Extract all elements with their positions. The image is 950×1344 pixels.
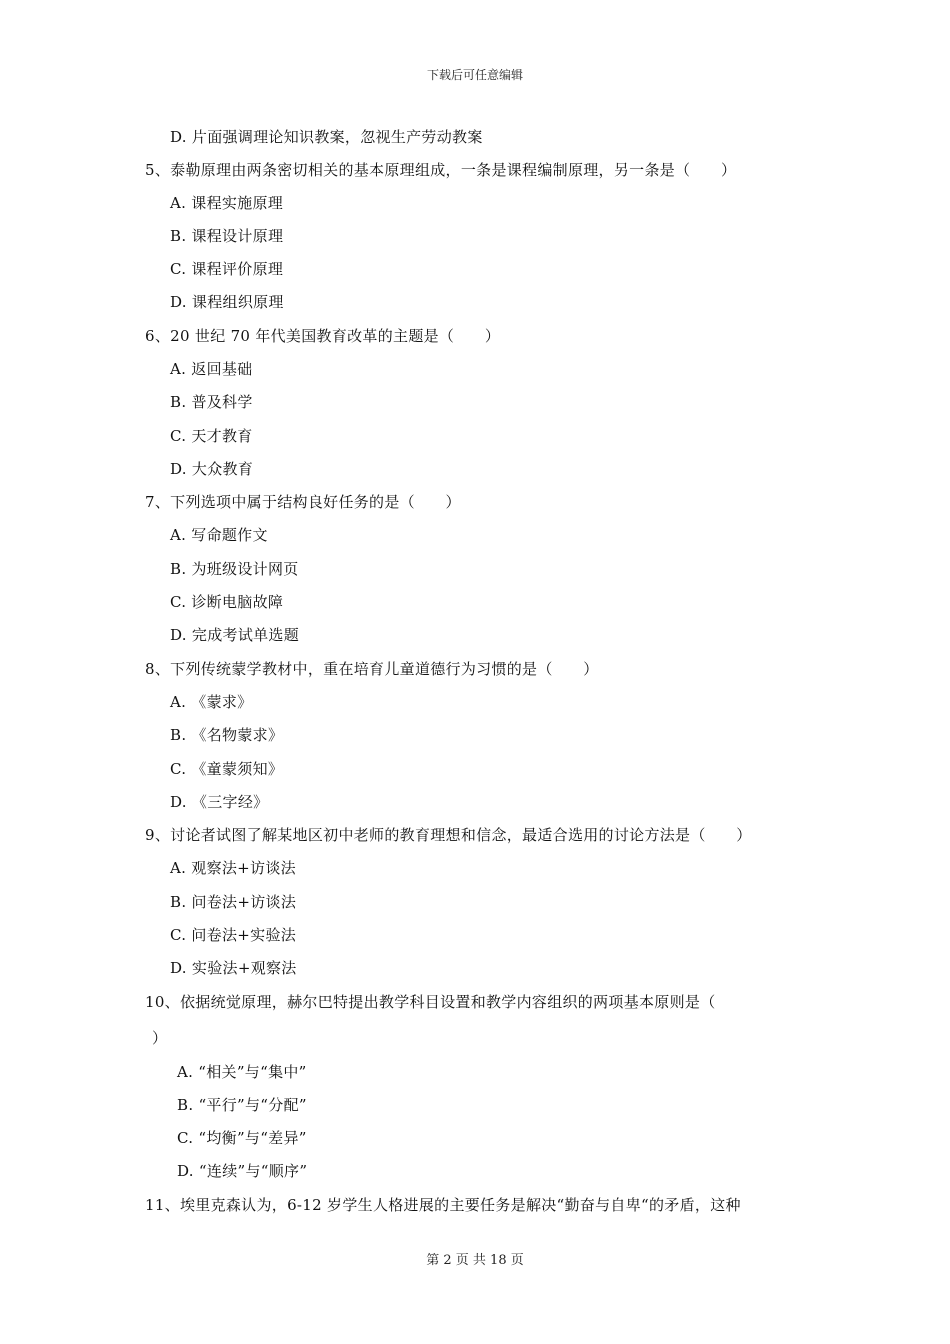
- option-text: D. 大众教育: [170, 460, 254, 478]
- option-text: D. 片面强调理论知识教案，忽视生产劳动教案: [170, 128, 483, 146]
- option-text: D. 课程组织原理: [170, 293, 284, 311]
- question-text: 10、依据统觉原理，赫尔巴特提出教学科目设置和教学内容组织的两项基本原则是（: [145, 993, 716, 1011]
- option-text: A. 课程实施原理: [170, 194, 284, 212]
- option-text: C. 课程评价原理: [170, 260, 284, 278]
- option-text: C. 《童蒙须知》: [170, 760, 284, 778]
- question-text-continued: ）: [152, 1029, 168, 1047]
- option-text: B. “平行”与“分配”: [177, 1096, 307, 1114]
- option-text: A. 返回基础: [170, 360, 253, 378]
- option-text: A. 写命题作文: [170, 526, 268, 544]
- option-text: C. 诊断电脑故障: [170, 593, 284, 611]
- option-text: B. 课程设计原理: [170, 227, 284, 245]
- question-text: 5、泰勒原理由两条密切相关的基本原理组成，一条是课程编制原理，另一条是（ ）: [145, 161, 737, 179]
- question-text: 9、讨论者试图了解某地区初中老师的教育理想和信念，最适合选用的讨论方法是（ ）: [145, 826, 752, 844]
- option-text: C. 天才教育: [170, 427, 253, 445]
- option-text: D. “连续”与“顺序”: [177, 1162, 308, 1180]
- option-text: B. 为班级设计网页: [170, 560, 299, 578]
- option-text: A. “相关”与“集中”: [177, 1063, 307, 1081]
- option-text: D. 《三字经》: [170, 793, 269, 811]
- question-text: 11、埃里克森认为，6-12 岁学生人格进展的主要任务是解决“勤奋与自卑“的矛盾，这种: [145, 1196, 741, 1214]
- option-text: A. 观察法+访谈法: [170, 859, 296, 877]
- option-text: C. 问卷法+实验法: [170, 926, 297, 944]
- question-text: 6、20 世纪 70 年代美国教育改革的主题是（ ）: [145, 327, 501, 345]
- option-text: B. 普及科学: [170, 393, 253, 411]
- option-text: D. 完成考试单选题: [170, 626, 300, 644]
- option-text: C. “均衡”与“差异”: [177, 1129, 307, 1147]
- question-text: 7、下列选项中属于结构良好任务的是（ ）: [145, 493, 461, 511]
- question-text: 8、下列传统蒙学教材中，重在培育儿童道德行为习惯的是（ ）: [145, 660, 599, 678]
- option-text: B. 《名物蒙求》: [170, 726, 284, 744]
- option-text: B. 问卷法+访谈法: [170, 893, 297, 911]
- option-text: D. 实验法+观察法: [170, 959, 297, 977]
- page-footer: 第 2 页 共 18 页: [426, 1253, 524, 1268]
- page-header: 下载后可任意编辑: [426, 68, 523, 82]
- option-text: A. 《蒙求》: [170, 693, 253, 711]
